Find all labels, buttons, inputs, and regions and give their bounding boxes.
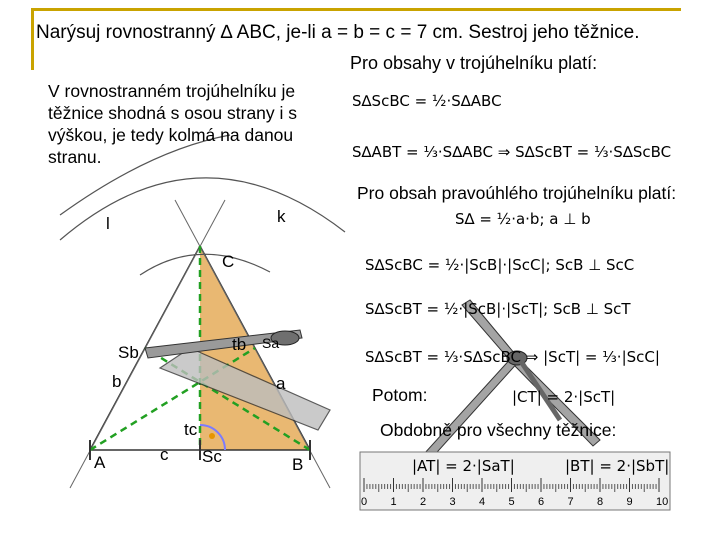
label-l: l	[106, 214, 110, 233]
formula-7: |CT| = 2·|ScT|	[512, 388, 616, 406]
ruler-tick-label: 6	[538, 496, 545, 508]
slide-title: Narýsuj rovnostranný ∆ ABC, je-li a = b = c = 7 cm. Sestroj jeho těžnice.	[36, 22, 640, 43]
label-tc: tc	[184, 420, 198, 439]
label-b-vertex: B	[292, 455, 304, 474]
median-explanation: V rovnostranném trojúhelníku je těžnice shodná s osou strany i s výškou, je tedy kolmá na danou stranu.	[48, 81, 298, 167]
right-angle-dot	[209, 433, 215, 439]
ruler-tick-label: 0	[361, 496, 368, 508]
formula-9: |BT| = 2·|SbT|	[565, 457, 670, 475]
formula-2: S∆ABT = ⅓·S∆ABC ⇒ S∆ScBT = ⅓·S∆ScBC	[352, 143, 672, 161]
label-c-side: c	[160, 445, 169, 464]
label-k: k	[277, 207, 286, 226]
ruler-tick-label: 3	[449, 496, 456, 508]
label-sc: Sc	[202, 447, 222, 466]
formula-1: S∆ScBC = ½·S∆ABC	[352, 92, 502, 110]
label-b-side: b	[112, 372, 122, 391]
right-triangle-text: Pro obsah pravoúhlého trojúhelníku platí:	[357, 183, 677, 203]
ruler-tick-label: 7	[567, 496, 574, 508]
label-sa: Sa	[262, 335, 280, 351]
label-a-side: a	[276, 374, 286, 393]
formula-4: S∆ScBC = ½·|ScB|·|ScC|; ScB ⊥ ScC	[365, 256, 635, 274]
formula-6: S∆ScBT = ⅓·S∆ScBC ⇒ |ScT| = ⅓·|ScC|	[365, 348, 660, 366]
ruler-tick-label: 2	[420, 496, 427, 508]
formula-8: |AT| = 2·|SaT|	[412, 457, 515, 475]
label-sb: Sb	[118, 343, 139, 362]
compass-arm-3	[423, 355, 520, 460]
ruler-tick-label: 9	[626, 496, 633, 508]
formula-5: S∆ScBT = ½·|ScB|·|ScT|; ScB ⊥ ScT	[365, 300, 631, 318]
label-c-vertex: C	[222, 252, 235, 271]
label-tb: tb	[232, 335, 247, 354]
label-a-vertex: A	[94, 453, 106, 472]
ruler-tick-label: 4	[479, 496, 486, 508]
intro-text: Pro obsahy v trojúhelníku platí:	[350, 53, 598, 73]
ruler-tick-label: 1	[390, 496, 397, 508]
ruler-tick-label: 5	[508, 496, 515, 508]
formula-3: S∆ = ½·a·b; a ⊥ b	[455, 210, 591, 228]
ruler-tick-label: 10	[656, 496, 669, 508]
ruler-tick-label: 8	[597, 496, 604, 508]
then-text: Potom:	[372, 385, 428, 405]
similarly-text: Obdobně pro všechny těžnice:	[380, 420, 617, 440]
